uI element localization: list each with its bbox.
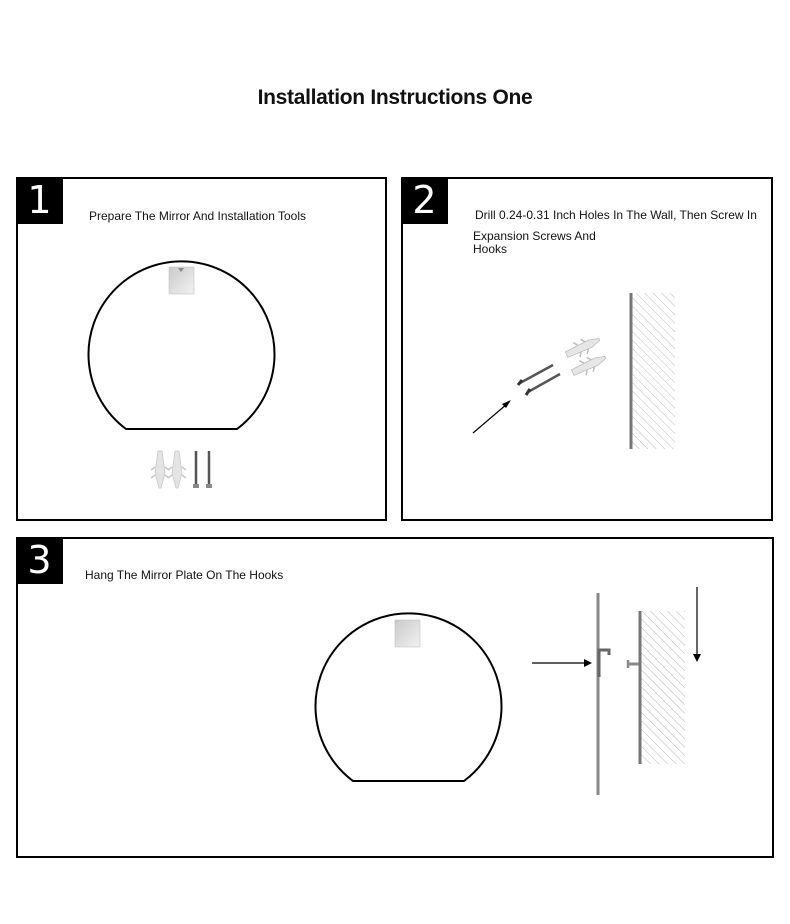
step-3-number: 3 [16,537,63,584]
direction-arrow-icon [473,400,511,433]
step-3-panel [16,537,774,858]
step-2-caption-line1: Drill 0.24-0.31 Inch Holes In The Wall, Then Screw In [475,208,757,222]
wall-hook-icon [628,660,639,668]
step-2-caption-line3: Hooks [473,242,508,256]
step-1-number: 1 [16,177,63,224]
page-title: Installation Instructions One [257,86,533,109]
step-1-panel [16,177,387,521]
expansion-anchor-icon [168,451,186,488]
step-2-number: 2 [401,177,448,224]
step-3-caption: Hang The Mirror Plate On The Hooks [85,568,284,582]
step-1-caption: Prepare The Mirror And Installation Tools [89,209,307,223]
screw-icon [193,451,199,488]
step-2-caption-line2: Expansion Screws And [473,229,596,243]
expansion-anchor-icon [151,451,169,488]
step-3-illustration [18,539,776,860]
wall-hatching [640,611,685,764]
direction-arrow-icon [532,659,592,667]
mirror-hanging-plate [395,620,420,647]
step-1-illustration [18,179,389,523]
screw-icon [206,451,212,488]
direction-arrow-icon [693,587,701,662]
mirror-plate-hook [599,650,609,677]
step-2-illustration [403,179,775,523]
step-2-panel [401,177,773,521]
wall-hatching [631,293,675,449]
